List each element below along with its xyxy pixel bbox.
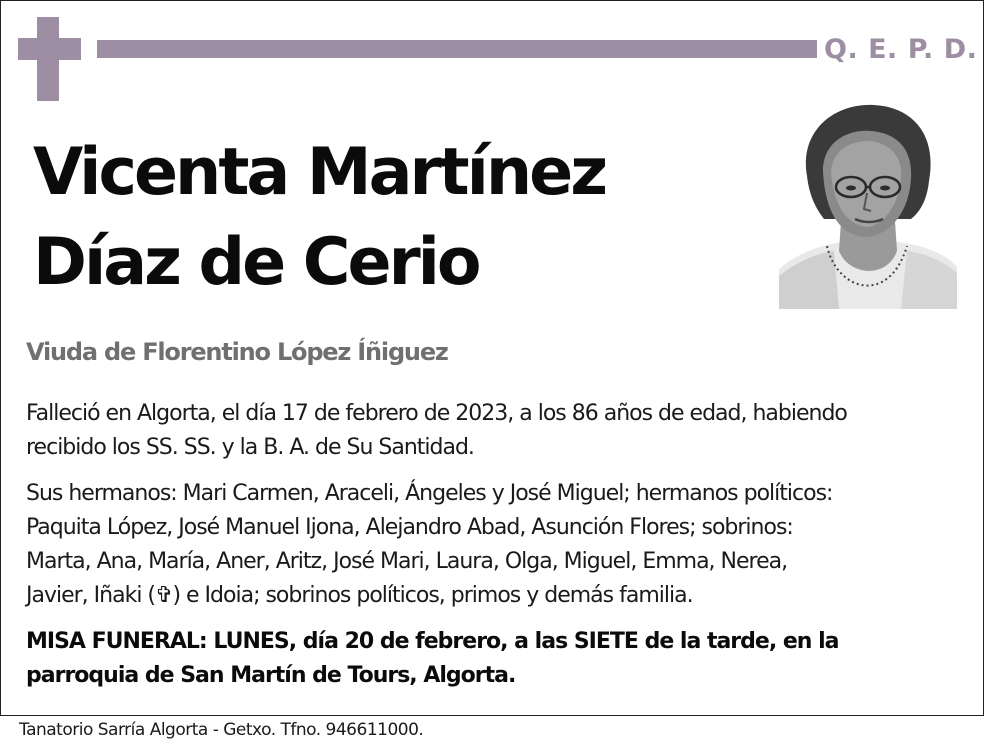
portrait-photo	[779, 101, 957, 309]
widow-of-line: Viuda de Florentino López Íñiguez	[26, 338, 448, 366]
qepd-label: Q. E. P. D.	[824, 34, 978, 65]
family-paragraph	[26, 477, 832, 613]
family-line-4-start: Javier, Iñaki (	[26, 583, 156, 608]
name-line-2: Díaz de Cerio	[33, 225, 479, 300]
funeral-line-2: parroquia de San Martín de Tours, Algorta.	[26, 663, 516, 688]
header-rule	[97, 40, 817, 58]
funeral-home-footer: Tanatorio Sarría Algorta - Getxo. Tfno. 946611000.	[19, 720, 424, 740]
family-line-3: Marta, Ana, María, Aner, Aritz, José Mari, Laura, Olga, Miguel, Emma, Nerea,	[26, 549, 788, 574]
funeral-paragraph	[26, 625, 838, 693]
cross-horizontal-bar	[18, 38, 81, 60]
family-line-4-end: ) e Idoia; sobrinos políticos, primos y demás familia.	[172, 583, 693, 608]
death-line-2: recibido los SS. SS. y la B. A. de Su Santidad.	[26, 435, 474, 460]
family-line-4	[26, 579, 832, 613]
deceased-cross-icon: ✞	[155, 583, 173, 608]
death-line-1: Falleció en Algorta, el día 17 de febrero de 2023, a los 86 años de edad, habiendo	[26, 401, 847, 426]
name-line-1: Vicenta Martínez	[33, 135, 606, 210]
family-line-1: Sus hermanos: Mari Carmen, Araceli, Ángeles y José Miguel; hermanos políticos:	[26, 481, 833, 506]
funeral-line-1: MISA FUNERAL: LUNES, día 20 de febrero, a las SIETE de la tarde, en la	[26, 629, 839, 654]
death-paragraph	[26, 397, 847, 465]
deceased-name	[33, 128, 605, 308]
family-line-2: Paquita López, José Manuel Ijona, Alejandro Abad, Asunción Flores; sobrinos:	[26, 515, 793, 540]
